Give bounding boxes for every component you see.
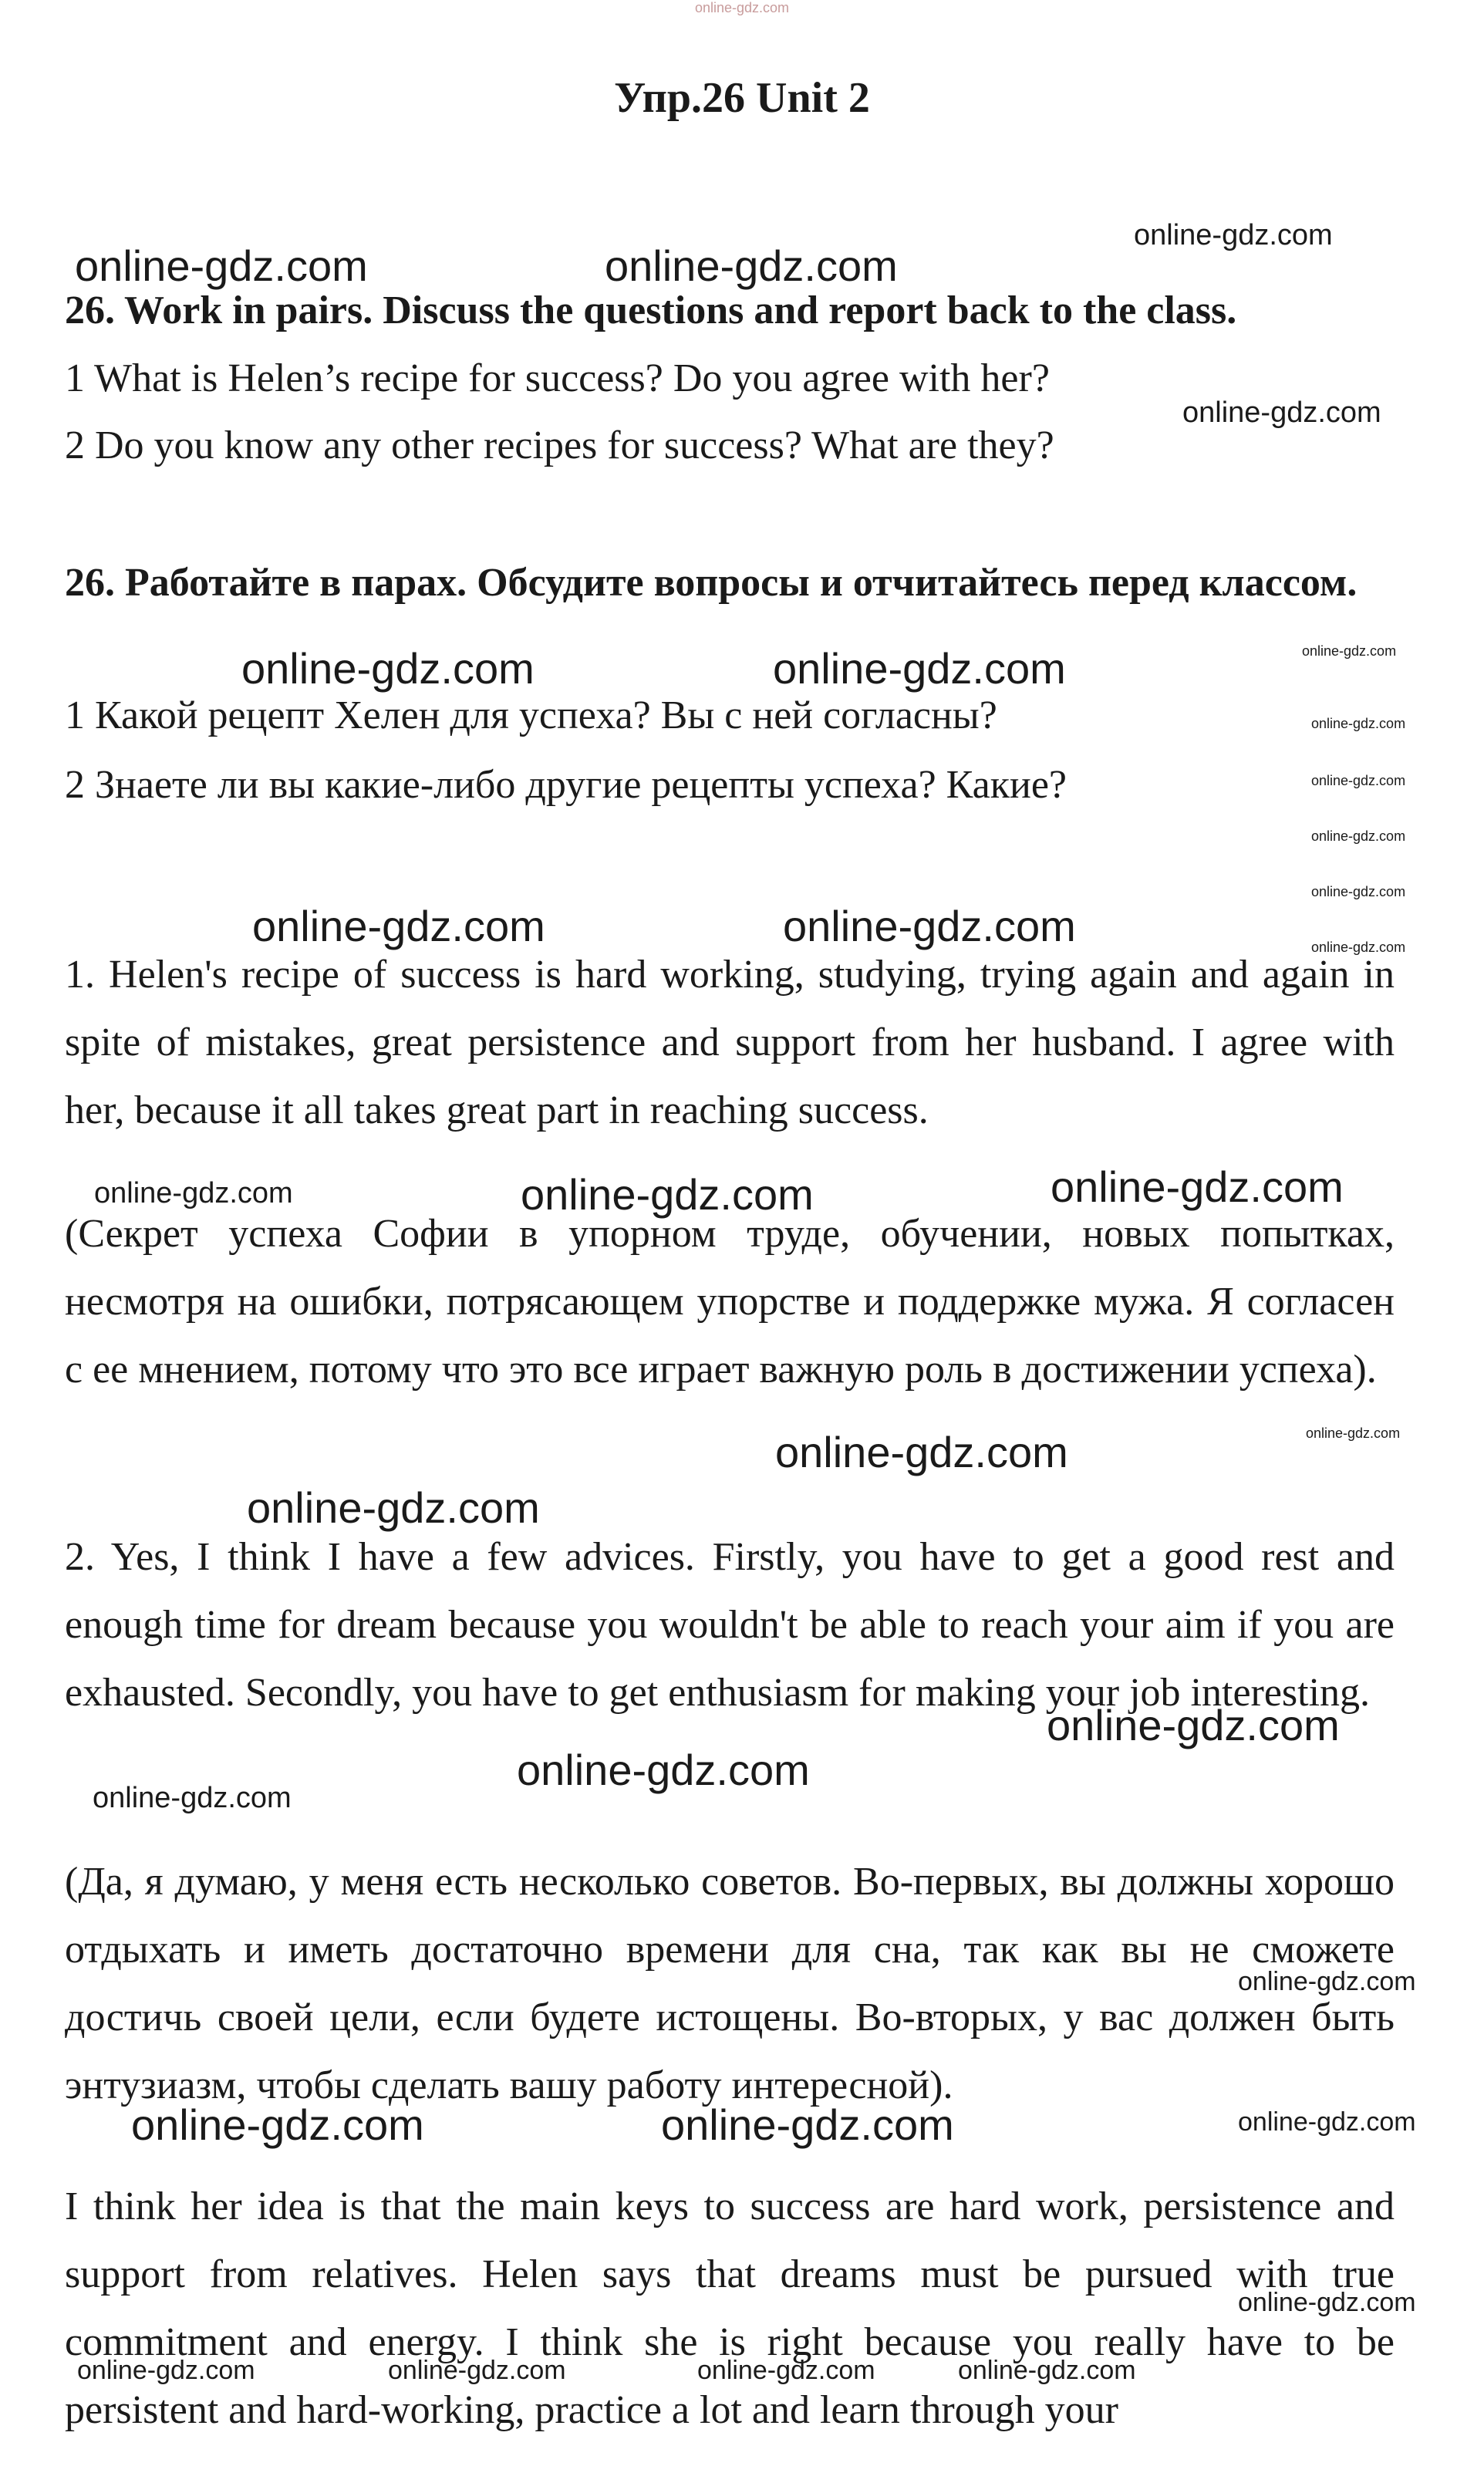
watermark: online-gdz.com: [958, 2356, 1136, 2385]
watermark: online-gdz.com: [661, 2100, 954, 2149]
watermark: online-gdz.com: [77, 2356, 255, 2385]
watermark: online-gdz.com: [1238, 1967, 1416, 1996]
watermark: online-gdz.com: [697, 2356, 875, 2385]
watermark: online-gdz.com: [1311, 716, 1406, 731]
answer-1-english: 1. Helen's recipe of success is hard working, studying, trying again and again in spite of mistakes, great persistence and support from her husband. I agree with her, because it all takes great part in reaching success.: [65, 953, 1395, 1132]
watermark: online-gdz.com: [783, 902, 1076, 950]
watermark: online-gdz.com: [605, 241, 898, 290]
task-ru-heading: 26. Работайте в парах. Обсудите вопросы и отчитайтесь перед классом.: [65, 561, 1358, 605]
watermark: online-gdz.com: [1047, 1701, 1340, 1749]
task-ru-question-2: 2 Знаете ли вы какие-либо другие рецепты успеха? Какие?: [65, 763, 1067, 807]
watermark: online-gdz.com: [252, 902, 545, 950]
watermark: online-gdz.com: [1306, 1425, 1401, 1441]
watermark: online-gdz.com: [1134, 219, 1333, 251]
watermark: online-gdz.com: [388, 2356, 566, 2385]
watermark: online-gdz.com: [1182, 396, 1381, 429]
watermark: online-gdz.com: [93, 1782, 292, 1814]
watermark: online-gdz.com: [131, 2100, 424, 2149]
task-en-question-2: 2 Do you know any other recipes for success? What are they?: [65, 423, 1054, 467]
watermark: online-gdz.com: [75, 241, 368, 290]
watermark: online-gdz.com: [773, 644, 1066, 693]
task-ru-question-1: 1 Какой рецепт Хелен для успеха? Вы с ней согласны?: [65, 693, 997, 737]
header-watermark: online-gdz.com: [694, 0, 790, 15]
watermark: online-gdz.com: [1238, 2288, 1416, 2317]
answer-1-russian: (Секрет успеха Софии в упорном труде, обучении, новых попытках, несмотря на ошибки, потрясающем упорстве и поддержке мужа. Я согласен с ее мнением, потому что это все играет важную роль в достижении успеха).: [65, 1212, 1395, 1392]
task-en-heading: 26. Work in pairs. Discuss the questions and report back to the class.: [65, 288, 1237, 332]
task-en-question-1: 1 What is Helen’s recipe for success? Do you agree with her?: [65, 356, 1050, 400]
watermark: online-gdz.com: [1311, 773, 1406, 788]
watermark: online-gdz.com: [1302, 643, 1397, 659]
answer-2-russian: (Да, я думаю, у меня есть несколько советов. Во-первых, вы должны хорошо отдыхать и иметь достаточно времени для сна, так как вы не сможете достичь своей цели, если будете истощены. Во-вторых, у вас должен быть энтузиазм, чтобы сделать вашу работу интересной).: [65, 1860, 1395, 2107]
watermark: online-gdz.com: [1051, 1162, 1344, 1211]
watermark: online-gdz.com: [1311, 940, 1406, 955]
watermark: online-gdz.com: [1311, 884, 1406, 899]
answer-3-english: I think her idea is that the main keys to success are hard work, persistence and support from relatives. Helen says that dreams must be pursued with true commitment and energy. I think she is right because you really have to be persistent and hard-working, practice a lot and learn through your: [65, 2184, 1395, 2432]
watermark: online-gdz.com: [94, 1177, 293, 1209]
watermark: online-gdz.com: [247, 1483, 540, 1532]
watermark: online-gdz.com: [521, 1170, 814, 1219]
watermark: online-gdz.com: [775, 1428, 1068, 1476]
watermark: online-gdz.com: [241, 644, 535, 693]
watermark: online-gdz.com: [517, 1746, 810, 1794]
page-title: Упр.26 Unit 2: [614, 74, 870, 122]
answer-2-english: 2. Yes, I think I have a few advices. Firstly, you have to get a good rest and enough time for dream because you wouldn't be able to reach your aim if you are exhausted. Secondly, you have to get enthusiasm for making your job interesting.: [65, 1535, 1395, 1715]
watermark: online-gdz.com: [1311, 828, 1406, 844]
watermark: online-gdz.com: [1238, 2107, 1416, 2137]
